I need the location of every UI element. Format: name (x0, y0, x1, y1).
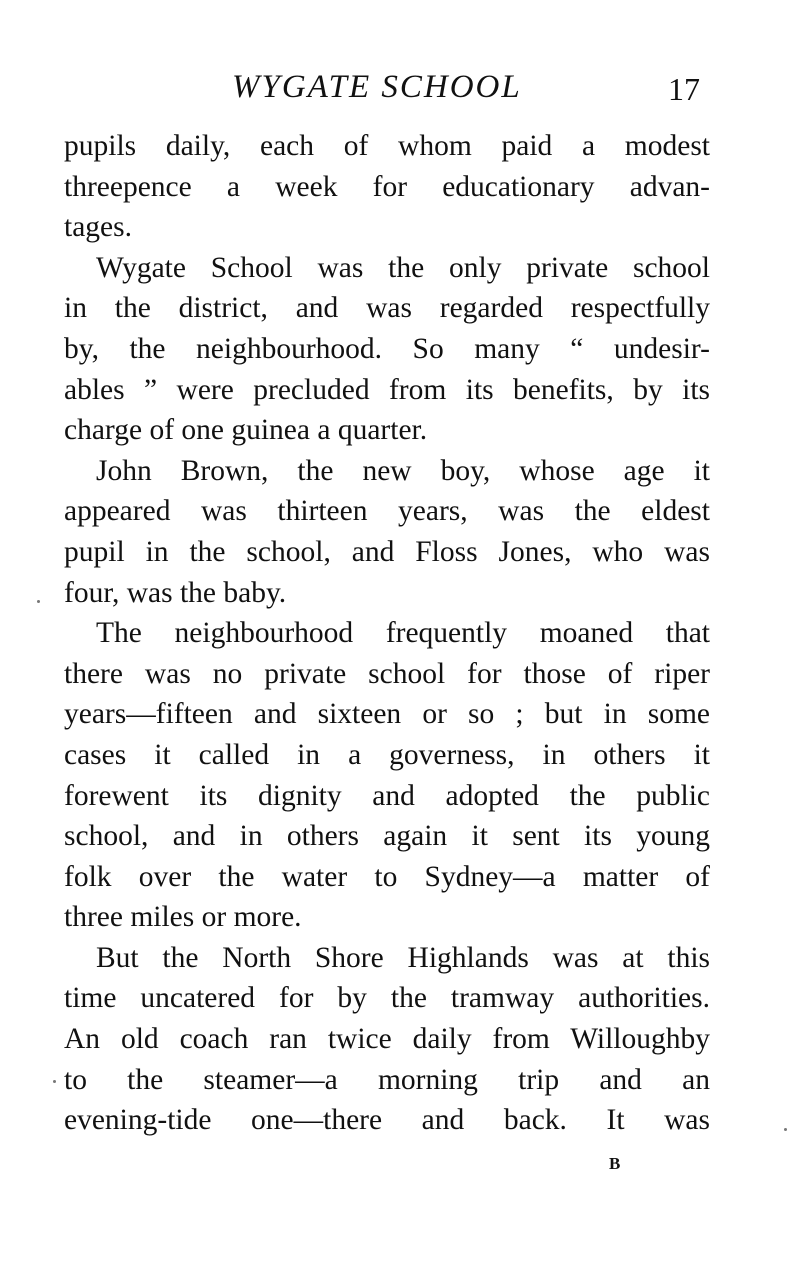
running-title: WYGATE SCHOOL (232, 69, 522, 105)
signature-mark: B (609, 1154, 622, 1173)
text-line: there was no private school for those of riper (64, 657, 710, 690)
page-number: 17 (668, 71, 700, 107)
text-line: school, and in others again it sent its young (64, 820, 710, 853)
paper-speck (37, 600, 40, 603)
text-line: evening-tide one—there and back. It was (64, 1104, 710, 1137)
body-text (64, 126, 710, 1141)
paragraph-first-line: John Brown, the new boy, whose age it (96, 454, 710, 487)
text-line: pupils daily, each of whom paid a modest (64, 130, 710, 162)
text-line: An old coach ran twice daily from Willoughby (64, 1023, 710, 1056)
text-line: to the steamer—a morning trip and an (64, 1063, 710, 1096)
text-line: appeared was thirteen years, was the eldest (64, 495, 710, 528)
paper-speck (53, 1080, 56, 1083)
paragraph-first-line: Wygate School was the only private school (96, 251, 710, 284)
text-line: ables ” were precluded from its benefits, by its (64, 373, 710, 406)
text-line: four, was the baby. (64, 576, 287, 609)
text-line: by, the neighbourhood. So many “ undesir- (64, 332, 710, 365)
paragraph-first-line: The neighbourhood frequently moaned that (96, 617, 710, 650)
paragraph-first-line: But the North Shore Highlands was at this (96, 941, 710, 974)
text-line: forewent its dignity and adopted the public (64, 779, 710, 812)
text-line: folk over the water to Sydney—a matter of (64, 860, 710, 893)
text-line: charge of one guinea a quarter. (64, 414, 428, 447)
text-line: threepence a week for educationary advan- (64, 170, 710, 203)
text-line: tages. (64, 211, 132, 244)
paper-speck (784, 1128, 787, 1131)
text-line: in the district, and was regarded respectfully (64, 292, 710, 325)
running-head (0, 62, 810, 112)
text-line: three miles or more. (64, 901, 302, 934)
text-line: cases it called in a governess, in others it (64, 738, 710, 771)
text-line: time uncatered for by the tramway authorities. (64, 982, 710, 1015)
text-line: pupil in the school, and Floss Jones, who was (64, 535, 710, 568)
text-line: years—fifteen and sixteen or so ; but in some (64, 698, 710, 731)
